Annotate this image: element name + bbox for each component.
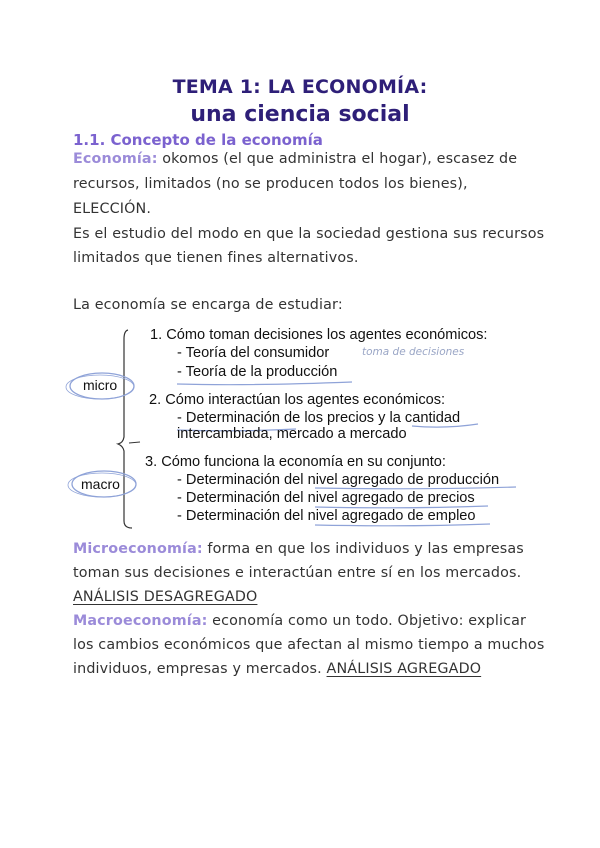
term-macroeconomia: Macroeconomía: (73, 613, 208, 629)
intro-line-4: Es el estudio del modo en que la sociedad gestiona sus recursos (73, 226, 545, 242)
macro-line-1 (73, 613, 526, 629)
term-economia: Economía: (73, 151, 158, 167)
underline-item1b (177, 382, 352, 385)
diagram-item-3b: - Determinación del nivel agregado de precios (177, 490, 475, 506)
title-line-2: una ciencia social (190, 102, 410, 127)
diagram-item-1: 1. Cómo toman decisiones los agentes económicos: (150, 327, 488, 343)
micro-line-1 (73, 541, 524, 557)
macro-line-3-text: individuos, empresas y mercados. (73, 661, 327, 677)
diagram (60, 325, 560, 530)
micro-label: micro (83, 377, 118, 393)
title-line-1: TEMA 1: LA ECONOMÍA: (172, 76, 428, 98)
diagram-item-2a-line1: - Determinación de los precios y la cantidad (177, 410, 461, 426)
section-heading: 1.1. Concepto de la economía (73, 131, 323, 149)
underline-item3c (315, 524, 490, 526)
micro-line-3: ANÁLISIS DESAGREGADO (73, 589, 258, 605)
diagram-item-1a: - Teoría del consumidor (177, 345, 330, 361)
intro-line-2: recursos, limitados (no se producen todos los bienes), (73, 176, 468, 192)
intro-line-1 (73, 151, 517, 167)
diagram-item-3c: - Determinación del nivel agregado de empleo (177, 508, 476, 524)
micro-line-1-text: forma en que los individuos y las empresas (202, 541, 524, 557)
term-microeconomia: Microeconomía: (73, 541, 203, 557)
handwritten-note: toma de decisiones (362, 346, 465, 358)
macro-line-1-text: economía como un todo. Objetivo: explicar (207, 613, 527, 629)
macro-analysis-label: ANÁLISIS AGREGADO (326, 661, 482, 677)
diagram-item-1b: - Teoría de la producción (177, 364, 338, 380)
macro-label: macro (81, 476, 120, 492)
intro-line-5: limitados que tienen fines alternativos. (73, 250, 359, 266)
diagram-item-2: 2. Cómo interactúan los agentes económicos: (149, 392, 446, 408)
bracket-tick (129, 442, 140, 443)
diagram-item-2a-line2: intercambiada, mercado a mercado (177, 426, 407, 442)
studies-intro: La economía se encarga de estudiar: (73, 297, 343, 313)
intro-line-3: ELECCIÓN. (73, 201, 152, 217)
diagram-item-3a: - Determinación del nivel agregado de producción (177, 472, 500, 488)
macro-line-3 (73, 661, 481, 677)
micro-line-2: toman sus decisiones e interactúan entre sí en los mercados. (73, 565, 522, 581)
macro-line-2: los cambios económicos que afectan al mismo tiempo a muchos (73, 637, 545, 653)
diagram-item-3: 3. Cómo funciona la economía en su conjunto: (145, 454, 446, 470)
intro-line-1-text: okomos (el que administra el hogar), escasez de (157, 151, 518, 167)
bracket-line (118, 330, 132, 528)
